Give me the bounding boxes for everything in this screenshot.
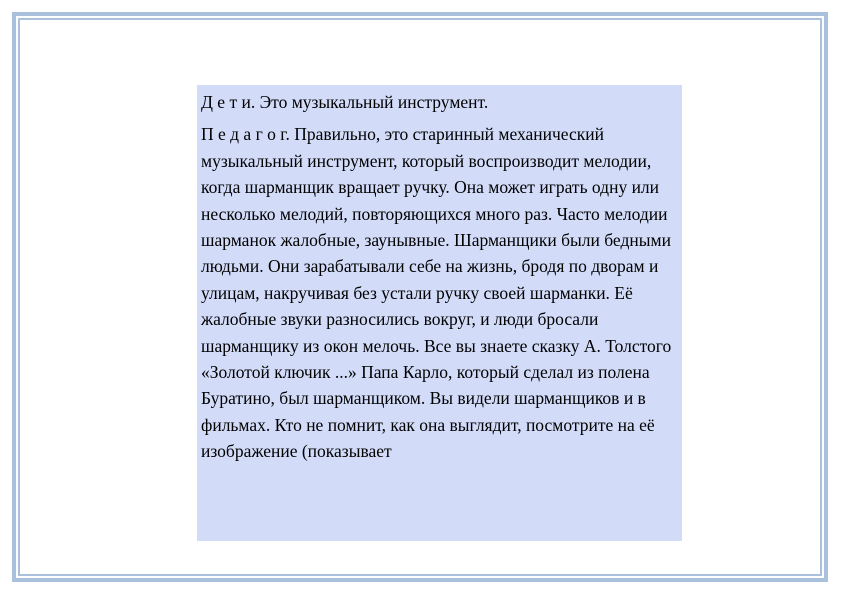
speaker-label: Д е т и. — [201, 92, 256, 112]
text-block — [197, 85, 682, 541]
dialogue-text: Правильно, это старинный механический музыкальный инструмент, который воспроизводит мелодии, когда шарманщик вращает ручку. Она может играть одну или несколько мелодий, повторяющихся много раз. Часто мелодии шарманок жалобные, заунывные. Шарманщики были бедными людьми. Они зарабатывали себе на жизнь, бродя по дворам и улицам, накручивая без устали ручку своей шарманки. Её жалобные звуки разносились вокруг, и люди бросали шарманщику из окон мелочь. Все вы знаете сказку А. Толстого «Золотой ключик ...» Папа Карло, который сделал из полена Буратино, был шарманщиком. Вы видели шарманщиков и в фильмах. Кто не помнит, как она выглядит, посмотрите на её изображение (показывает — [201, 124, 672, 462]
dialogue-line-teacher — [201, 121, 678, 464]
dialogue-text: Это музыкальный инструмент. — [259, 92, 489, 112]
dialogue-line-children — [201, 89, 678, 115]
speaker-label: П е д а г о г. — [201, 124, 290, 145]
